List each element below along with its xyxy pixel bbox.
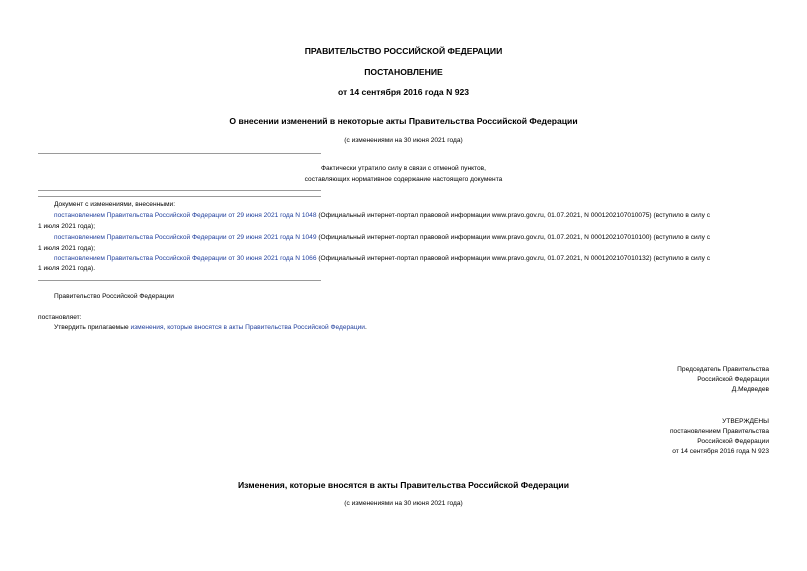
approve-prefix: Утвердить прилагаемые	[54, 324, 131, 331]
approve-paragraph	[54, 324, 367, 331]
amendment-details: (Официальный интернет-портал правовой информации www.pravo.gov.ru, 01.07.2021, N 0001202107010132) (вступило в силу с	[316, 255, 711, 262]
separator-line	[38, 196, 321, 197]
amendment-continuation: 1 июля 2021 года).	[38, 265, 96, 272]
approved-heading: УТВЕРЖДЕНЫ	[722, 418, 769, 425]
amendment-details: (Официальный интернет-портал правовой информации www.pravo.gov.ru, 01.07.2021, N 0001202107010075) (вступило в силу с	[316, 212, 711, 219]
separator-line	[38, 153, 321, 154]
amendment-link[interactable]: постановлением Правительства Российской Федерации от 30 июня 2021 года N 1066	[54, 255, 317, 262]
amendment-item	[54, 255, 710, 262]
amendment-details: (Официальный интернет-портал правовой информации www.pravo.gov.ru, 01.07.2021, N 0001202107010100) (вступило в силу с	[316, 234, 711, 241]
amendments-intro: Документ с изменениями, внесенными:	[54, 201, 176, 208]
date-number-heading: от 14 сентября 2016 года N 923	[337, 87, 470, 97]
appendix-title: Изменения, которые вносятся в акты Правительства Российской Федерации	[237, 480, 569, 490]
amendment-continuation: 1 июля 2021 года);	[38, 223, 96, 230]
separator-line	[38, 190, 321, 191]
approved-date: от 14 сентября 2016 года N 923	[672, 448, 769, 455]
status-notice-line2: составляющих нормативное содержание настоящего документа	[304, 176, 503, 183]
amendment-continuation: 1 июля 2021 года);	[38, 245, 96, 252]
approve-link[interactable]: изменения, которые вносятся в акты Правительства Российской Федерации	[130, 324, 365, 331]
approved-by: постановлением Правительства	[669, 428, 769, 435]
status-notice-line1: Фактически утратило силу в связи с отменой пунктов,	[320, 165, 486, 172]
approve-suffix: .	[364, 324, 367, 331]
document-title: О внесении изменений в некоторые акты Правительства Российской Федерации	[229, 116, 578, 126]
separator-line	[38, 280, 321, 281]
signature-position: Председатель Правительства	[677, 366, 769, 373]
appendix-revision: (с изменениями на 30 июня 2021 года)	[344, 500, 463, 507]
decrees-text: постановляет:	[38, 314, 82, 321]
revision-note: (с изменениями на 30 июня 2021 года)	[344, 137, 463, 144]
amendment-item	[54, 234, 710, 241]
amendment-link[interactable]: постановлением Правительства Российской Федерации от 29 июня 2021 года N 1048	[54, 212, 317, 219]
amendment-item	[54, 212, 710, 219]
government-heading: ПРАВИТЕЛЬСТВО РОССИЙСКОЙ ФЕДЕРАЦИИ	[304, 46, 503, 56]
signature-country: Российской Федерации	[697, 376, 769, 383]
government-rf-text: Правительство Российской Федерации	[54, 293, 174, 300]
signature-name: Д.Медведев	[731, 386, 769, 393]
amendment-link[interactable]: постановлением Правительства Российской Федерации от 29 июня 2021 года N 1049	[54, 234, 317, 241]
doc-type-heading: ПОСТАНОВЛЕНИЕ	[364, 67, 443, 77]
approved-country: Российской Федерации	[697, 438, 769, 445]
